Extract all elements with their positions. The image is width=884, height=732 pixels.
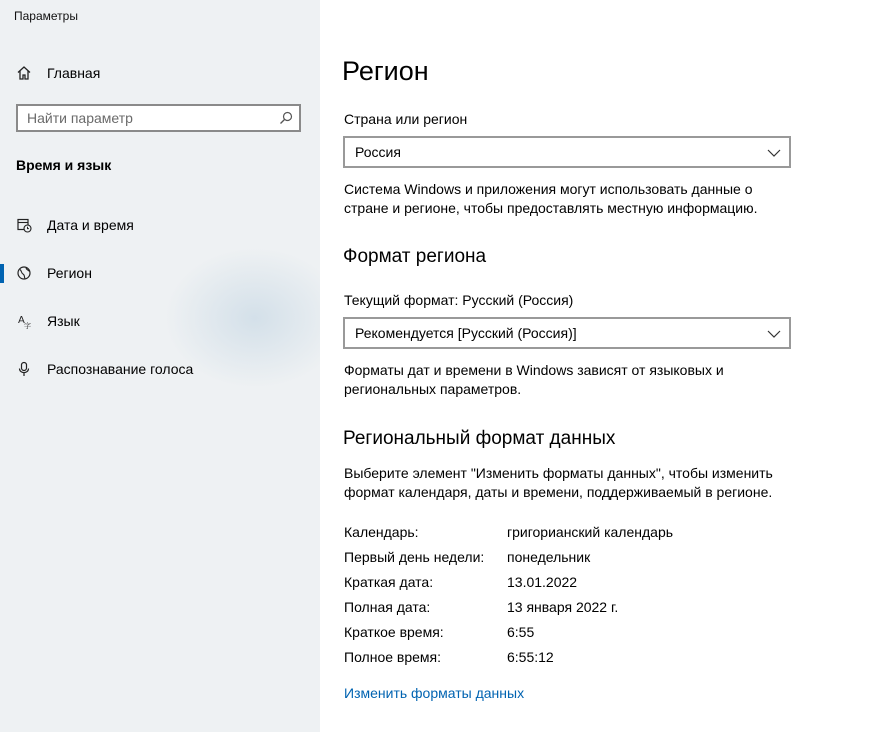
row-value: 6:55:12: [507, 649, 554, 665]
country-dropdown[interactable]: [343, 136, 791, 168]
format-value: Рекомендуется [Русский (Россия)]: [355, 325, 577, 341]
calendar-clock-icon: [14, 215, 34, 235]
active-indicator: [0, 264, 4, 283]
search-icon[interactable]: [279, 111, 293, 125]
row-key: Краткая дата:: [344, 574, 434, 590]
sidebar-item-region[interactable]: [0, 258, 320, 288]
home-label: Главная: [47, 65, 101, 81]
table-row: [344, 649, 673, 674]
sidebar: [0, 0, 320, 732]
country-value: Россия: [355, 144, 401, 160]
table-row: [344, 549, 673, 574]
chevron-down-icon: [767, 146, 781, 158]
sidebar-item-label: Регион: [47, 265, 92, 281]
data-description: Выберите элемент "Изменить форматы данных", чтобы изменить формат календаря, даты и времени, поддерживаемый в регионе.: [344, 465, 773, 500]
format-heading: Формат региона: [343, 246, 487, 267]
app-title: Параметры: [14, 9, 78, 23]
table-row: [344, 524, 673, 549]
home-icon: [14, 63, 34, 83]
sidebar-item-label: Распознавание голоса: [47, 361, 194, 377]
row-value: 6:55: [507, 624, 535, 640]
home-nav-item[interactable]: [14, 61, 100, 85]
language-icon: [14, 311, 34, 331]
row-value: 13 января 2022 г.: [507, 599, 619, 615]
sidebar-item-label: Дата и время: [47, 217, 134, 233]
current-format-label: Текущий формат: Русский (Россия): [344, 292, 574, 308]
search-input[interactable]: [18, 110, 277, 126]
row-key: Полная дата:: [344, 599, 431, 615]
svg-text:字: 字: [24, 322, 31, 329]
globe-icon: [14, 263, 34, 283]
country-description: Система Windows и приложения могут использовать данные о стране и регионе, чтобы предоставлять местную информацию.: [344, 181, 758, 216]
format-dropdown[interactable]: [343, 317, 791, 349]
table-row: [344, 599, 673, 624]
row-value: 13.01.2022: [507, 574, 578, 590]
search-box[interactable]: [16, 104, 301, 132]
country-label: Страна или регион: [344, 111, 468, 127]
chevron-down-icon: [767, 327, 781, 339]
sidebar-item-speech[interactable]: [0, 354, 320, 384]
table-row: [344, 624, 673, 649]
row-key: Календарь:: [344, 524, 419, 540]
row-value: григорианский календарь: [507, 524, 674, 540]
microphone-icon: [14, 359, 34, 379]
svg-text:A: A: [18, 315, 25, 326]
sidebar-item-language[interactable]: [0, 306, 320, 336]
format-data-table: [344, 524, 673, 674]
main-panel: [320, 0, 884, 732]
page-title: Регион: [342, 56, 429, 86]
sidebar-item-label: Язык: [47, 313, 80, 329]
row-value: понедельник: [507, 549, 591, 565]
row-key: Первый день недели:: [344, 549, 485, 565]
section-title: Время и язык: [16, 157, 112, 173]
row-key: Краткое время:: [344, 624, 444, 640]
row-key: Полное время:: [344, 649, 442, 665]
sidebar-item-date-time[interactable]: [0, 210, 320, 240]
format-description: Форматы дат и времени в Windows зависят от языковых и региональных параметров.: [344, 362, 724, 397]
table-row: [344, 574, 673, 599]
change-formats-link[interactable]: Изменить форматы данных: [344, 685, 525, 701]
data-heading: Региональный формат данных: [343, 428, 616, 449]
